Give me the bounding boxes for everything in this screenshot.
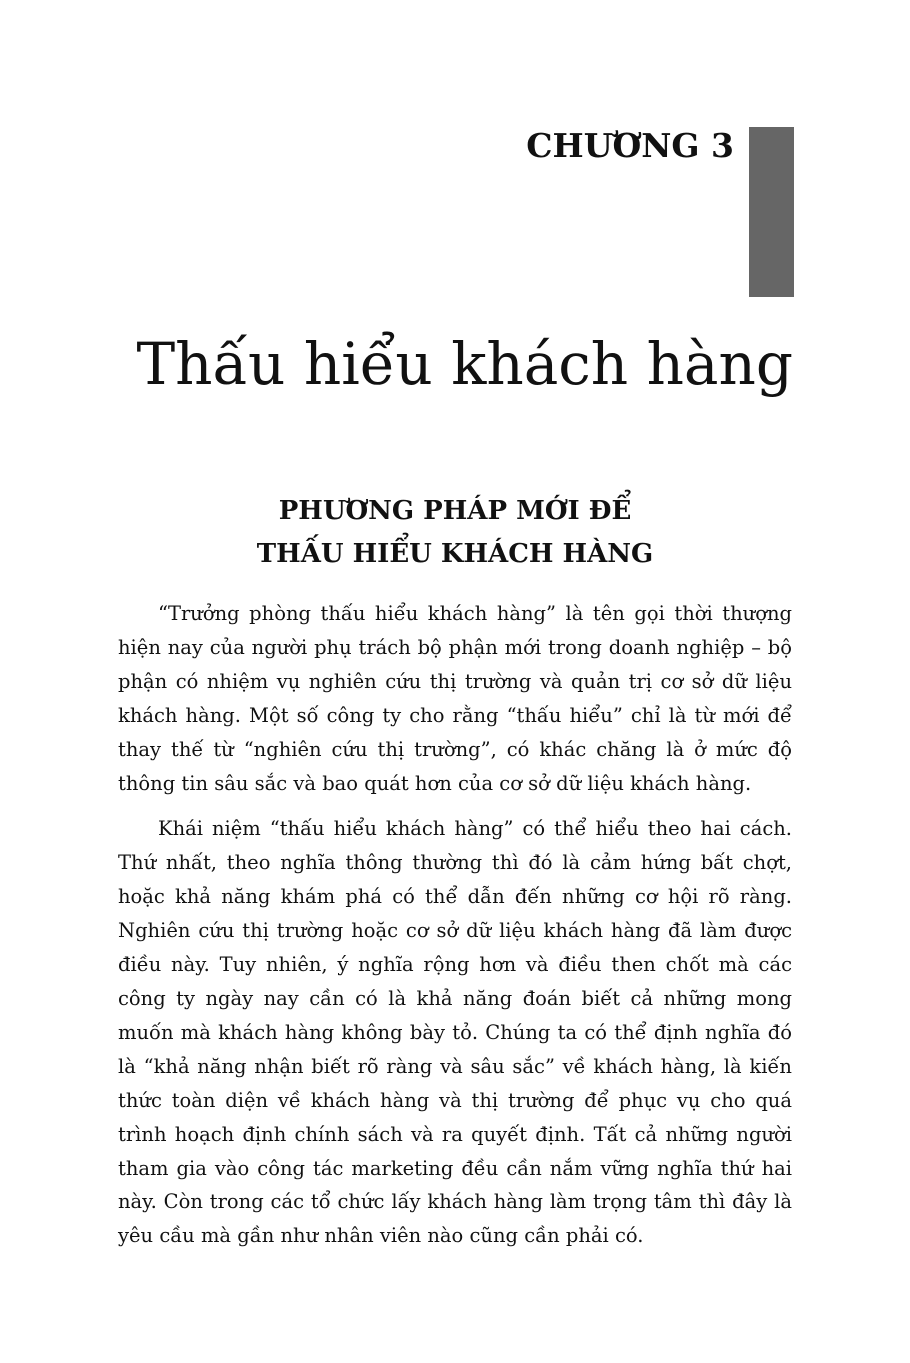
chapter-marker-bar <box>749 127 794 297</box>
chapter-title: Thấu hiểu khách hàng <box>136 330 793 398</box>
chapter-label: CHƯƠNG 3 <box>526 126 734 165</box>
paragraph-1: “Trưởng phòng thấu hiểu khách hàng” là tên gọi thời thượng hiện nay của người phụ trách bộ phận mới trong doanh nghiệp – bộ phận có nhiệm vụ nghiên cứu thị trường và quản trị cơ sở dữ liệu khách hàng. Một số công ty cho rằng “thấu hiểu” chỉ là từ mới để thay thế từ “nghiên cứu thị trường”, có khác chăng là ở mức độ thông tin sâu sắc và bao quát hơn của cơ sở dữ liệu khách hàng. <box>118 602 792 795</box>
body-text <box>118 597 792 1253</box>
section-heading-line-2: THẤU HIỂU KHÁCH HÀNG <box>256 539 654 569</box>
section-heading <box>0 490 910 576</box>
paragraph-2: Khái niệm “thấu hiểu khách hàng” có thể hiểu theo hai cách. Thứ nhất, theo nghĩa thông thường thì đó là cảm hứng bất chợt, hoặc khả năng khám phá có thể dẫn đến những cơ hội rõ ràng. Nghiên cứu thị trường hoặc cơ sở dữ liệu khách hàng đã làm được điều này. Tuy nhiên, ý nghĩa rộng hơn và điều then chốt mà các công ty ngày nay cần có là khả năng đoán biết cả những mong muốn mà khách hàng không bày tỏ. Chúng ta có thể định nghĩa đó là “khả năng nhận biết rõ ràng và sâu sắc” về khách hàng, là kiến thức toàn diện về khách hàng và thị trường để phục vụ cho quá trình hoạch định chính sách và ra quyết định. Tất cả những người tham gia vào công tác marketing đều cần nắm vững nghĩa thứ hai này. Còn trong các tổ chức lấy khách hàng làm trọng tâm thì đây là yêu cầu mà gần như nhân viên nào cũng cần phải có. <box>118 817 792 1248</box>
section-heading-line-1: PHƯƠNG PHÁP MỚI ĐỂ <box>278 496 632 526</box>
